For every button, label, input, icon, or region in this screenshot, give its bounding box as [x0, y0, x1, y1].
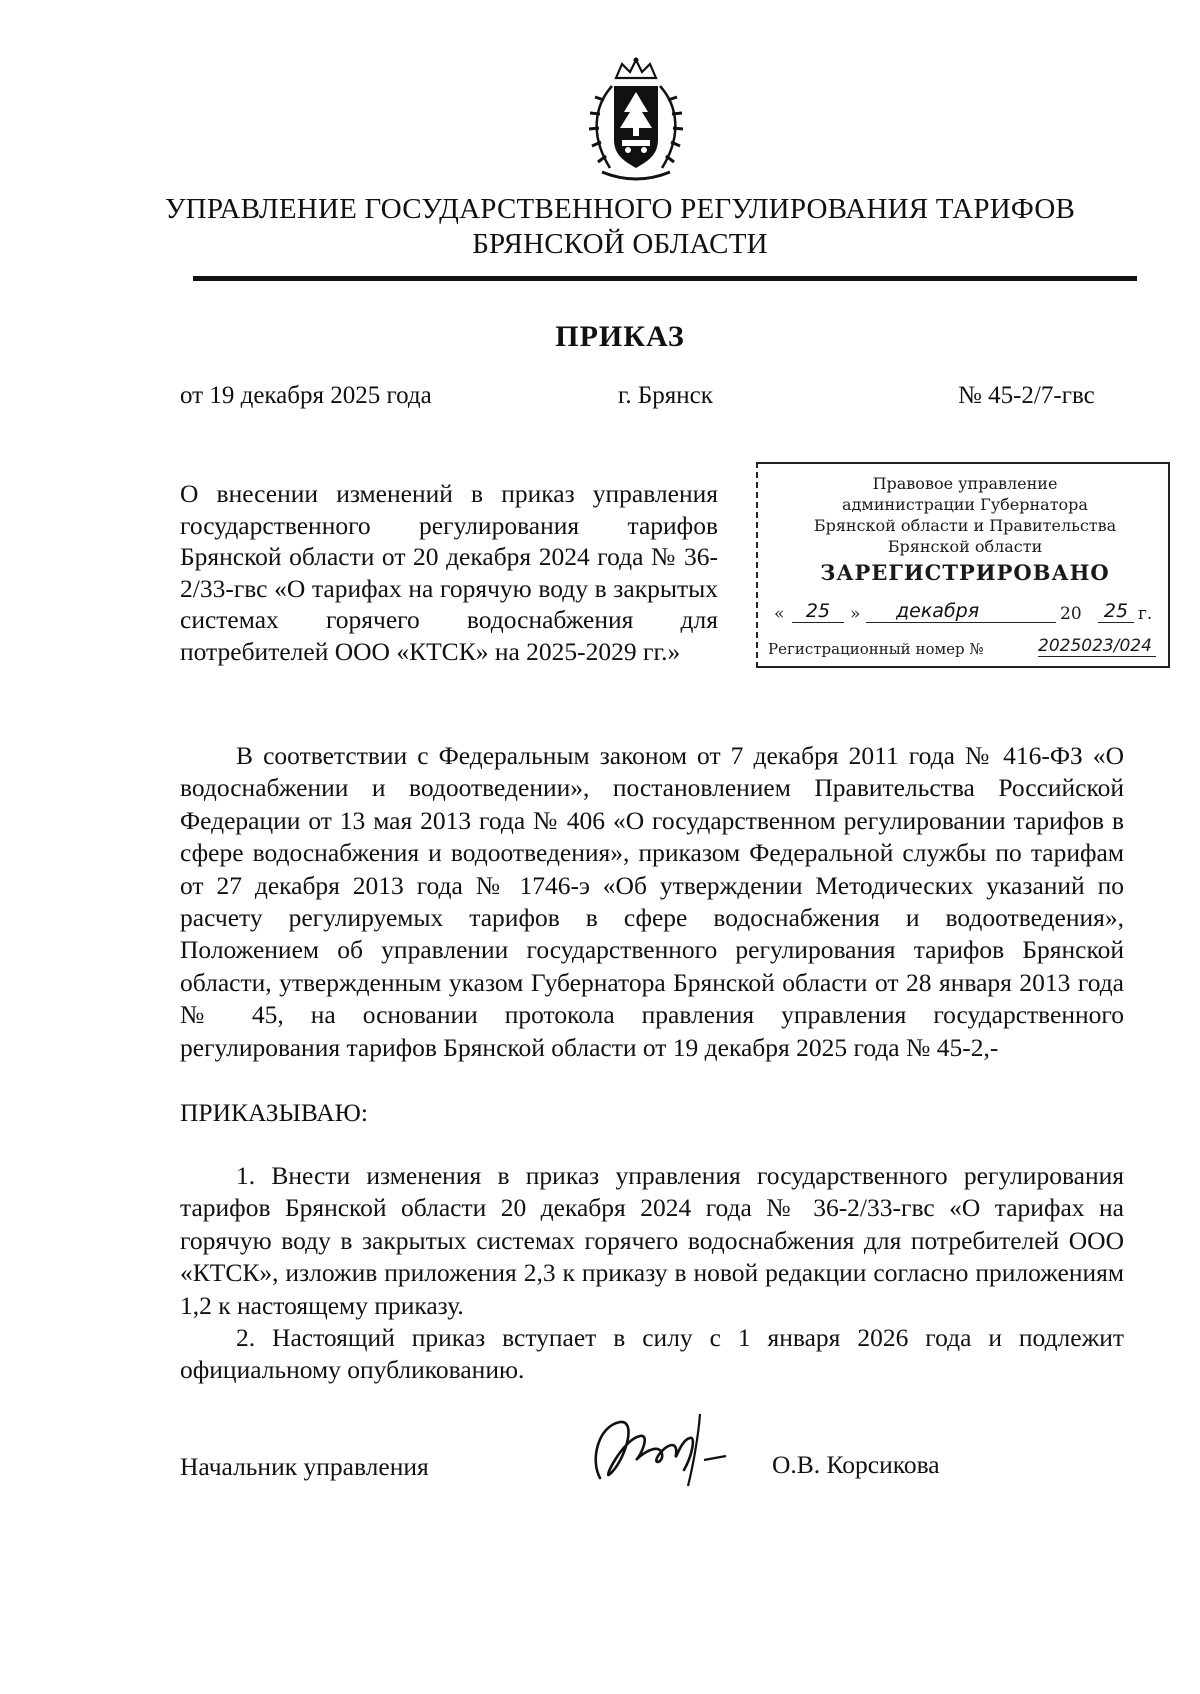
- stamp-quote-close: »: [850, 604, 861, 624]
- org-title-line1: УПРАВЛЕНИЕ ГОСУДАРСТВЕННОГО РЕГУЛИРОВАНИЯ ТАРИФОВ: [164, 193, 1076, 225]
- document-date: от 19 декабря 2025 года: [180, 382, 432, 409]
- stamp-registration: [768, 636, 1164, 662]
- stamp-year-suffix: 25: [1098, 600, 1134, 623]
- stamp-reg-label: Регистрационный номер №: [768, 640, 984, 658]
- stamp-status: ЗАРЕГИСТРИРОВАНО: [820, 560, 1110, 585]
- stamp-line: Правовое управление: [872, 474, 1058, 493]
- handwritten-signature-icon: [580, 1400, 760, 1500]
- stamp-quote-open: «: [774, 604, 785, 624]
- document-type: ПРИКАЗ: [555, 320, 685, 353]
- preamble-paragraph: В соответствии с Федеральным законом от 7 декабря 2011 года № 416-ФЗ «О водоснабжении и водоотведении», постановлением Правительства Российской Федерации от 13 мая 2013 года № 406 «О государственном регулировании тарифов в сфере водоснабжения и водоотведения», приказом Федеральной службы по тарифам от 27 декабря 2013 года № 1746-э «Об утверждении Методических указаний по расчету регулируемых тарифов в сфере водоснабжения и водоотведения», Положением об управлении государственного регулирования тарифов Брянской области, утвержденным указом Губернатора Брянской области от 28 января 2013 года № 45, на основании протокола правления управления государственного регулирования тарифов Брянской области от 19 декабря 2025 года № 45-2,-: [180, 741, 1124, 1062]
- signer-name: О.В. Корсикова: [772, 1450, 940, 1479]
- stamp-year-prefix: 20: [1060, 604, 1082, 624]
- order-item-2: 2. Настоящий приказ вступает в силу с 1 января 2026 года и подлежит официальному опубликованию.: [180, 1323, 1124, 1385]
- bryansk-coat-of-arms-icon: [572, 56, 700, 186]
- stamp-line: администрации Губернатора: [842, 495, 1088, 514]
- stamp-year-unit: г.: [1138, 604, 1153, 624]
- stamp-date: [768, 600, 1164, 628]
- order-item-1: 1. Внести изменения в приказ управления государственного регулирования тарифов Брянской области 20 декабря 2024 года № 36-2/33-гвс «О тарифах на горячую воду в закрытых системах горячего водоснабжения для потребителей ООО «КТСК», изложив приложения 2,3 к приказу в новой редакции согласно приложениям 1,2 к настоящему приказу.: [180, 1161, 1124, 1320]
- document-city: г. Брянск: [618, 382, 713, 409]
- signer-position: Начальник управления: [180, 1452, 429, 1481]
- stamp-month: декабря: [866, 600, 1056, 623]
- document-number: № 45-2/7-гвс: [958, 382, 1095, 409]
- stamp-line: Брянской области: [887, 537, 1043, 556]
- org-title-line2: БРЯНСКОЙ ОБЛАСТИ: [472, 228, 768, 260]
- stamp-day: 25: [792, 600, 844, 623]
- registration-stamp: [756, 462, 1170, 668]
- stamp-line: Брянской области и Правительства: [813, 516, 1117, 535]
- header-divider: [193, 276, 1137, 281]
- ordering-word: ПРИКАЗЫВАЮ:: [180, 1098, 368, 1127]
- document-subject: О внесении изменений в приказ управления государственного регулирования тарифов Брянской области от 20 декабря 2024 года № 36-2/33-гвс «О тарифах на горячую воду в закрытых системах горячего водоснабжения для потребителей ООО «КТСК» на 2025-2029 гг.»: [180, 479, 718, 666]
- stamp-reg-number: 2025023/024: [1038, 636, 1156, 657]
